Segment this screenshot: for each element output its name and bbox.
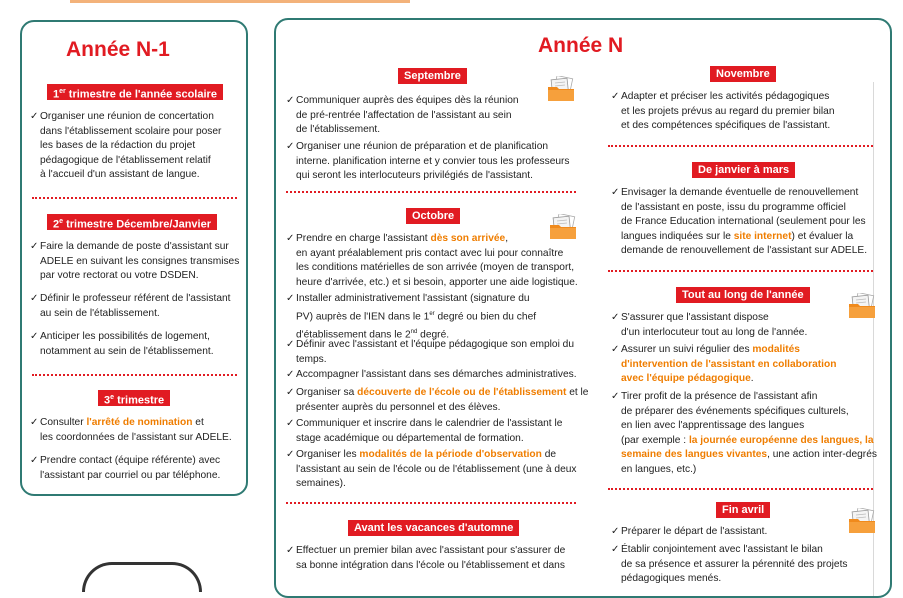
check-icon: ✓ — [611, 312, 620, 323]
list-item: ✓ Accompagner l'assistant dans ses démarches administratives. — [296, 368, 591, 383]
list-item: ✓ Organiser les modalités de la période d'observation de l'assistant au sein de l'école ou de l'établissement (une à deux semaines). — [286, 449, 577, 490]
list-item: ✓ Consulter l'arrêté de nomination et les coordonnées de l'assistant sur ADELE. — [30, 417, 232, 443]
divider — [32, 374, 237, 376]
check-icon: ✓ — [286, 387, 295, 398]
list-item: ✓ Organiser sa découverte de l'école ou de l'établissement et le présenter auprès du personnel et des élèves. — [286, 387, 589, 413]
section-title-trimestre-1: 1er trimestre de l'année scolaire — [47, 84, 223, 100]
year-n-title: Année N — [538, 34, 624, 57]
check-icon: ✓ — [286, 369, 295, 380]
divider — [286, 191, 576, 193]
list-item: ✓ Organiser une réunion de préparation et de planification interne. planification interne et y convier tous les professeurs qui seront les interlocuteurs privilégiés de l'assistant. — [286, 141, 570, 182]
check-icon: ✓ — [286, 418, 295, 429]
section-title-vacances: Avant les vacances d'automne — [348, 520, 519, 536]
list-item: ✓ Définir avec l'assistant et l'équipe pédagogique son emploi du temps. — [286, 339, 574, 365]
check-icon: ✓ — [286, 545, 295, 556]
list-item: ✓ Anticiper les possibilités de logement, notamment au sein de l'établissement. — [30, 331, 214, 357]
list-item: ✓ Définir le professeur référent de l'assistant au sein de l'établissement. — [30, 293, 231, 319]
check-icon: ✓ — [611, 544, 620, 555]
check-icon: ✓ — [30, 111, 39, 122]
check-icon: ✓ — [286, 449, 295, 460]
divider — [608, 145, 873, 147]
divider — [286, 502, 576, 504]
divider — [608, 488, 873, 490]
check-icon: ✓ — [286, 95, 295, 106]
section-title-novembre: Novembre — [710, 66, 776, 82]
check-icon: ✓ — [286, 293, 295, 304]
list-item: ✓ Installer administrativement l'assistant (signature du PV) auprès de l'IEN dans le 1er degré ou bien du chef d'établissement dans le 2nd degré. — [286, 293, 537, 340]
list-item: ✓ Adapter et préciser les activités pédagogiques et les projets prévus au regard du premier bilan et des compétences spécifiques de l'assistant. — [611, 91, 835, 132]
section-title-toute-annee: Tout au long de l'année — [676, 287, 810, 303]
divider — [32, 197, 237, 199]
check-icon: ✓ — [30, 331, 39, 342]
check-icon: ✓ — [30, 241, 39, 252]
list-item: ✓ Tirer profit de la présence de l'assistant afin de préparer des événements spécifiques culturels, en lien avec l'apprentissage des langues (par exemple : la journée européenne des langues, la semaine des langues vivantes, une action inter-degrés en langues, etc.) — [611, 391, 877, 475]
list-item: ✓ Prendre contact (équipe référente) avec l'assistant par courriel ou par téléphone. — [30, 455, 221, 481]
check-icon: ✓ — [30, 293, 39, 304]
check-icon: ✓ — [286, 233, 295, 244]
check-icon: ✓ — [30, 417, 39, 428]
list-item: ✓ Effectuer un premier bilan avec l'assistant pour s'assurer de sa bonne intégration dans l'école ou l'établissement et dans — [286, 545, 566, 571]
section-title-fin-avril: Fin avril — [716, 502, 770, 518]
check-icon: ✓ — [611, 91, 620, 102]
year-n-1-title: Année N-1 — [66, 38, 170, 61]
section-title-trimestre-2: 2e trimestre Décembre/Janvier — [47, 214, 217, 230]
section-title-trimestre-3: 3e trimestre — [98, 390, 170, 406]
check-icon: ✓ — [611, 391, 620, 402]
section-title-septembre: Septembre — [398, 68, 467, 84]
list-item: ✓ Assurer un suivi régulier des modalités d'intervention de l'assistant en collaboration avec l'équipe pédagogique. — [611, 344, 837, 385]
section-title-janvier-mars: De janvier à mars — [692, 162, 795, 178]
list-item: ✓ Prendre en charge l'assistant dès son arrivée, en ayant préalablement pris contact avec lui pour connaître les conditions matérielles de son arrivée (moyen de transport, heure d'arrivée, etc.) et si besoin, apporter une aide logistique. — [286, 233, 578, 288]
check-icon: ✓ — [611, 344, 620, 355]
divider — [608, 270, 873, 272]
list-item: ✓ Communiquer auprès des équipes dès la réunion de pré-rentrée l'affectation de l'assistant au sein de l'établissement. — [286, 95, 519, 136]
list-item: ✓ Organiser une réunion de concertation dans l'établissement scolaire pour poser les bases de la rédaction du projet pédagogique de l'établissement relatif à l'accueil d'un assistant de langue. — [30, 111, 222, 181]
check-icon: ✓ — [286, 339, 295, 350]
list-item: ✓ Envisager la demande éventuelle de renouvellement de l'assistant en poste, issu du programme officiel de France Education international (seulement pour les langues indiquées sur le site internet) et évaluer la demande de renouvellement de l'assistant sur ADELE. — [611, 187, 868, 257]
top-decoration — [70, 0, 410, 3]
check-icon: ✓ — [286, 141, 295, 152]
check-icon: ✓ — [30, 455, 39, 466]
list-item: ✓ Établir conjointement avec l'assistant le bilan de sa présence et assurer la pérennité des projets pédagogiques menés. — [611, 544, 848, 585]
check-icon: ✓ — [611, 526, 620, 537]
check-icon: ✓ — [611, 187, 620, 198]
section-title-octobre: Octobre — [406, 208, 460, 224]
panel-year-n-1 — [20, 20, 248, 496]
list-item: ✓ S'assurer que l'assistant dispose d'un interlocuteur tout au long de l'année. — [611, 312, 808, 338]
panel-year-n — [274, 18, 892, 598]
list-item: ✓ Communiquer et inscrire dans le calendrier de l'assistant le stage académique ou départemental de formation. — [286, 418, 563, 444]
logo — [82, 562, 202, 592]
list-item: ✓ Faire la demande de poste d'assistant sur ADELE en suivant les consignes transmises par votre rectorat ou votre DSDEN. — [30, 241, 240, 282]
list-item: ✓ Préparer le départ de l'assistant. — [621, 525, 861, 540]
